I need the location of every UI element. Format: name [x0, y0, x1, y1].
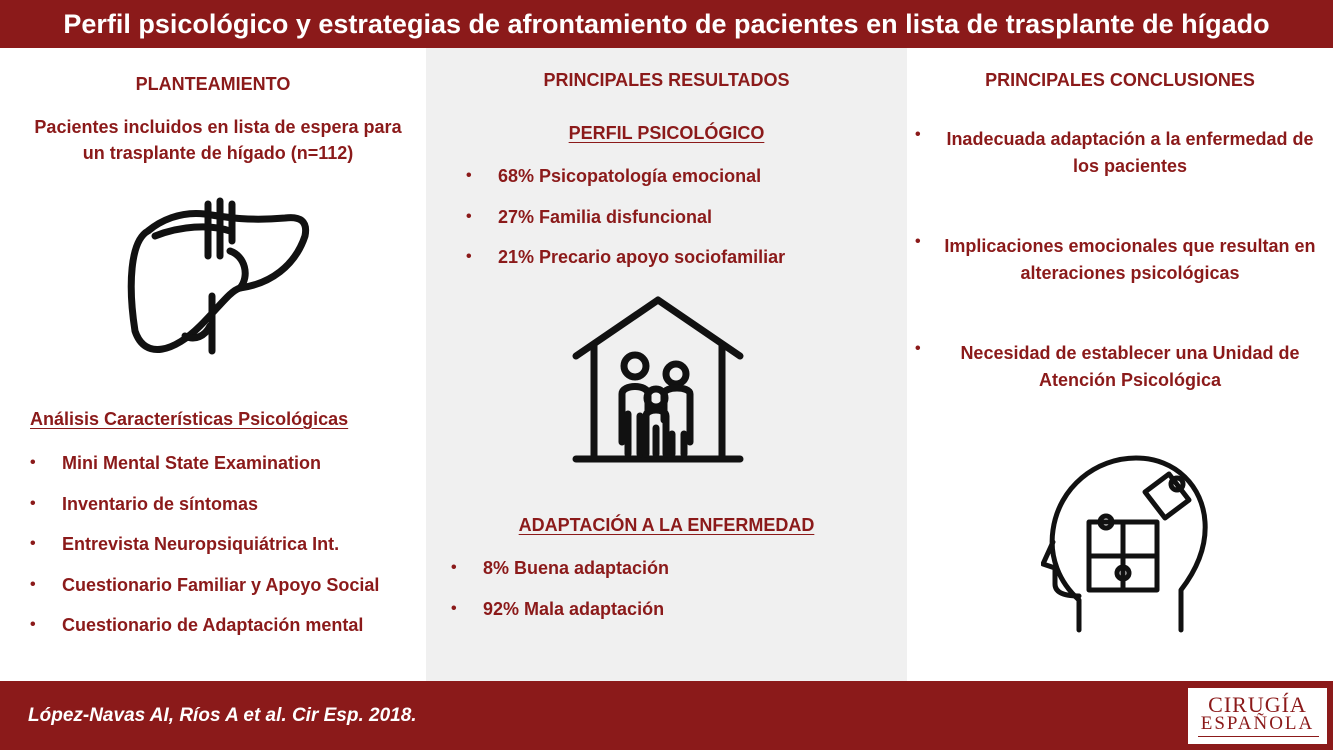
analysis-list [30, 451, 379, 654]
left-column [0, 48, 426, 681]
right-column: PRINCIPALES CONCLUSIONES • Inadecuada adaptación a la enfermedad de los pacientes • Implicaciones emocionales que resultan en alteraciones psicológicas • Necesidad de establecer una Unidad de Atención Psicológica [907, 48, 1333, 681]
list-item: • Cuestionario Familiar y Apoyo Social [30, 573, 379, 614]
logo-text: CIRUGÍA [1208, 692, 1307, 717]
logo-text: ESPAÑOLA [1200, 713, 1315, 734]
list-item: • 21% Precario apoyo sociofamiliar [466, 245, 785, 286]
profile-list [466, 164, 785, 286]
list-item: • 68% Psicopatología emocional [466, 164, 785, 205]
list-item: • 92% Mala adaptación [451, 597, 669, 638]
list-item: • 27% Familia disfuncional [466, 205, 785, 246]
adaptation-heading: ADAPTACIÓN A LA ENFERMEDAD [518, 515, 815, 535]
logo-rule [1198, 736, 1319, 740]
profile-heading: PERFIL PSICOLÓGICO [568, 123, 765, 143]
planteamiento-heading: PLANTEAMIENTO [135, 74, 291, 94]
liver-icon [120, 196, 320, 366]
intro-text: Pacientes incluidos en lista de espera para un trasplante de hígado (n=112) [34, 117, 402, 163]
resultados-heading: PRINCIPALES RESULTADOS [543, 70, 790, 90]
head-puzzle-icon [1041, 452, 1211, 634]
list-item: • Mini Mental State Examination [30, 451, 379, 492]
adaptation-list [451, 556, 669, 637]
list-item: • 8% Buena adaptación [451, 556, 669, 597]
journal-logo [1187, 687, 1328, 745]
middle-column [426, 48, 907, 681]
analysis-heading: Análisis Características Psicológicas [30, 409, 349, 429]
footer [0, 681, 1333, 750]
conclusiones-heading: PRINCIPALES CONCLUSIONES [985, 70, 1255, 90]
list-item: • Cuestionario de Adaptación mental [30, 613, 379, 654]
family-house-icon [572, 294, 744, 466]
citation: López-Navas AI, Ríos A et al. Cir Esp. 2018. [28, 705, 417, 726]
list-item: • Inventario de síntomas [30, 492, 379, 533]
list-item: • Entrevista Neuropsiquiátrica Int. [30, 532, 379, 573]
page-title: Perfil psicológico y estrategias de afrontamiento de pacientes en lista de trasplante de hígado [0, 0, 1333, 48]
